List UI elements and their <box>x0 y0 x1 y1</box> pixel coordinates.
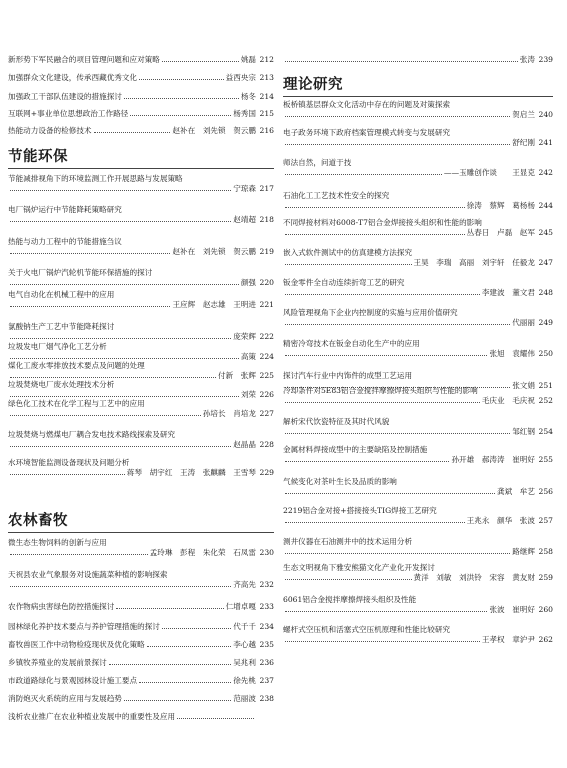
entry-title: 测井仪器在石油测井中的技术运用分析 <box>283 537 413 546</box>
divider <box>8 532 274 533</box>
entry-title: 电气自动化在机械工程中的应用 <box>8 290 115 299</box>
entry-title: 气候变化对茶叶生长及品质的影响 <box>283 477 397 486</box>
entry-title: 电厂锅炉运行中节能降耗策略研究 <box>8 205 122 214</box>
entry-title: 金属材料焊接成型中的主要缺陷及控制措施 <box>283 445 428 454</box>
entry-title: 垃圾发电厂烟气净化工艺分析 <box>8 342 107 351</box>
entry-page: 247 <box>538 258 553 267</box>
entry-title: 微生态生物饲料的创新与应用 <box>8 538 107 547</box>
entry-authors: 李建波 董文君 <box>481 288 535 297</box>
entry-title: 加强政工干部队伍建设的措施探讨 <box>8 92 122 101</box>
toc-entry[interactable] <box>8 174 274 194</box>
entry-page: 237 <box>259 676 274 685</box>
entry-page: 222 <box>259 332 274 341</box>
dot-leader <box>139 79 224 80</box>
entry-authors: 丛春日 卢磊 赵军 <box>466 228 535 237</box>
entry-page: 262 <box>538 635 553 644</box>
toc-entry[interactable] <box>283 417 553 437</box>
toc-entry[interactable] <box>283 308 553 328</box>
entry-title: 互联网+事业单位思想政治工作路径 <box>8 109 129 118</box>
entry-authors: 王应辉 赵志雄 王明进 <box>172 300 256 309</box>
toc-entry[interactable] <box>8 694 274 704</box>
dot-leader <box>10 253 170 254</box>
entry-title: 浅析农业推广在农业种植业发展中的重要性及应用 <box>8 712 176 721</box>
entry-page: 226 <box>259 390 274 399</box>
entry-authors: 张波 崔明好 <box>489 605 535 614</box>
toc-entry[interactable] <box>8 126 274 136</box>
section-heading: 理论研究 <box>283 77 343 93</box>
toc-entry[interactable] <box>8 676 274 686</box>
entry-title: 市政道路绿化与景观园林设计施工要点 <box>8 676 138 685</box>
dot-leader <box>285 174 442 175</box>
toc-entry[interactable] <box>8 458 274 478</box>
entry-authors: 代千千 <box>233 622 256 631</box>
dot-leader <box>10 415 201 416</box>
entry-authors: 赵晶晶 <box>233 440 256 449</box>
dot-leader <box>285 355 487 356</box>
entry-authors: 范丽波 <box>233 694 256 703</box>
dot-leader <box>285 234 465 235</box>
entry-title: 石油化工工艺技术性安全的探究 <box>283 191 390 200</box>
entry-page: 220 <box>259 278 274 287</box>
entry-title: 畜牧兽医工作中动物检疫现状及优化策略 <box>8 640 145 649</box>
dot-leader <box>94 132 171 133</box>
dot-leader <box>177 718 254 719</box>
dot-leader <box>10 284 239 285</box>
dot-leader <box>116 608 223 609</box>
entry-page: 241 <box>538 138 553 147</box>
toc-entry[interactable] <box>283 563 553 583</box>
dot-leader <box>285 579 412 580</box>
entry-title: 水环境智能监测设备现状及问题分析 <box>8 458 130 467</box>
toc-entry[interactable] <box>8 205 274 225</box>
entry-page: 260 <box>538 605 553 614</box>
entry-page: 238 <box>259 694 274 703</box>
entry-title: 钣金零件全自动连续折弯工艺的研究 <box>283 278 405 287</box>
dot-leader <box>10 358 239 359</box>
entry-page: 221 <box>259 300 274 309</box>
toc-entry[interactable] <box>8 538 274 558</box>
entry-title: 热能与动力工程中的节能措施刍议 <box>8 237 122 246</box>
toc-entry[interactable] <box>8 361 274 381</box>
entry-title: 天祝县农业气象服务对设施蔬菜种植的影响探索 <box>8 570 168 579</box>
dot-leader <box>10 377 216 378</box>
dot-leader <box>285 493 495 494</box>
toc-entry[interactable] <box>8 268 274 288</box>
entry-authors: 黄洋 刘敏 刘洪铃 宋容 黄友财 <box>413 573 535 582</box>
entry-page: 233 <box>259 602 274 611</box>
toc-entry[interactable] <box>283 477 553 497</box>
entry-page: 254 <box>538 427 553 436</box>
entry-authors: 赵补在 刘先锁 贺云鹏 <box>172 247 256 256</box>
dot-leader <box>285 116 510 117</box>
toc-entry[interactable] <box>8 237 274 257</box>
entry-title: 探讨汽车行业中内饰件的成型工艺运用 <box>283 371 413 380</box>
toc-entry[interactable] <box>8 55 274 65</box>
entry-page: 250 <box>538 349 553 358</box>
entry-authors: 杨秀国 <box>233 109 256 118</box>
entry-authors: 孙开雄 郝涛涛 崔明好 <box>451 455 535 464</box>
entry-page: 216 <box>259 126 274 135</box>
entry-page: 239 <box>538 55 553 64</box>
entry-page: 219 <box>259 247 274 256</box>
toc-entry[interactable] <box>283 506 553 526</box>
entry-title: 垃圾焚烧电厂废水处理技术分析 <box>8 380 115 389</box>
divider <box>8 168 274 169</box>
entry-title: 消防炮灭火系统的应用与发展趋势 <box>8 694 122 703</box>
entry-page: 234 <box>259 622 274 631</box>
dot-leader <box>285 324 510 325</box>
toc-entry[interactable] <box>8 109 274 119</box>
section-heading: 节能环保 <box>8 149 68 165</box>
entry-title: 风险管理视角下企业内控制度的实施与应用价值研究 <box>283 308 458 317</box>
entry-title: 电子政务环境下政府档案管理模式转变与发展研究 <box>283 128 451 137</box>
entry-page: 218 <box>259 215 274 224</box>
entry-title: 精密冷弯技术在钣金自动化生产中的应用 <box>283 339 420 348</box>
entry-page: 252 <box>538 396 553 405</box>
dot-leader <box>285 61 518 62</box>
entry-title: 新形势下军民融合的项目管理问题和应对策略 <box>8 55 160 64</box>
entry-authors: 高策 <box>240 352 256 361</box>
toc-entry[interactable] <box>8 602 274 612</box>
entry-authors: 蒋琴 胡宇红 王涛 张麒麟 王雪琴 <box>126 468 256 477</box>
dot-leader <box>124 98 239 99</box>
entry-authors: 邹红钢 <box>512 427 535 436</box>
entry-authors: 徐先桃 <box>233 676 256 685</box>
toc-entry[interactable] <box>283 55 553 65</box>
dot-leader <box>162 628 231 629</box>
dot-leader <box>10 474 125 475</box>
toc-entry[interactable] <box>8 640 274 650</box>
entry-authors: 代丽丽 <box>512 318 535 327</box>
entry-authors: 刘荣 <box>240 390 256 399</box>
toc-entry[interactable] <box>8 73 274 83</box>
entry-title: 煤化工废水零排放技术要点及问题的处理 <box>8 361 145 370</box>
dot-leader <box>285 522 465 523</box>
toc-entry[interactable] <box>8 399 274 419</box>
entry-authors: 李心越 <box>233 640 256 649</box>
entry-title: 节能减排视角下的环境监测工作开展思路与发展策略 <box>8 174 183 183</box>
toc-entry[interactable] <box>283 595 553 615</box>
entry-page: 217 <box>259 184 274 193</box>
dot-leader <box>10 221 231 222</box>
entry-authors: 赵补在 刘先锁 贺云鹏 <box>172 126 256 135</box>
entry-title: 不同焊接材料对6008-T7铝合金焊接接头组织和性能的影响 <box>283 218 482 227</box>
entry-page: 214 <box>259 92 274 101</box>
toc-entry[interactable] <box>283 191 553 211</box>
toc-entry[interactable] <box>283 128 553 148</box>
entry-authors: 毛庆业 毛庆祝 <box>481 396 535 405</box>
entry-authors: 仁增卓嘎 <box>225 602 256 611</box>
dot-leader <box>285 264 412 265</box>
entry-page: 236 <box>259 658 274 667</box>
entry-page: 224 <box>259 352 274 361</box>
dot-leader <box>285 294 480 295</box>
entry-authors: 庞荣辉 <box>233 332 256 341</box>
entry-page: 229 <box>259 468 274 477</box>
entry-authors: 龚斌 牟艺 <box>497 487 535 496</box>
entry-title: 生态文明视角下雅安熊猫文化产业化开发探讨 <box>283 563 435 572</box>
dot-leader <box>130 115 231 116</box>
entry-authors: 张涛 <box>519 55 535 64</box>
toc-entry[interactable] <box>283 537 553 557</box>
entry-title: 氯酸钠生产工艺中节能降耗探讨 <box>8 322 115 331</box>
entry-page: 230 <box>259 548 274 557</box>
toc-entry[interactable] <box>8 622 274 632</box>
entry-page: 257 <box>538 516 553 525</box>
entry-page: 248 <box>538 288 553 297</box>
entry-title: 关于火电厂锅炉汽轮机节能环保措施的探讨 <box>8 268 153 277</box>
entry-title: 嵌入式软件测试中的仿真建模方法探究 <box>283 248 413 257</box>
dot-leader <box>285 553 510 554</box>
dot-leader <box>285 144 510 145</box>
entry-page: 245 <box>538 228 553 237</box>
dot-leader <box>285 641 480 642</box>
entry-title: 热能动力设备的检修技术 <box>8 126 92 135</box>
dot-leader <box>285 611 487 612</box>
entry-authors: 路继辉 <box>512 547 535 556</box>
entry-title: 螺杆式空压机和活塞式空压机原理和性能比较研究 <box>283 625 451 634</box>
toc-entry[interactable] <box>283 248 553 268</box>
entry-page: 244 <box>538 201 553 210</box>
section-heading: 农林畜牧 <box>8 513 68 529</box>
entry-title: 农作物病虫害绿色防控措施探讨 <box>8 602 115 611</box>
entry-title: 2219铝合金对接+搭接接头TIG焊接工艺研究 <box>283 506 437 515</box>
toc-entry[interactable] <box>8 380 274 400</box>
toc-entry[interactable] <box>283 339 553 359</box>
dot-leader <box>285 433 510 434</box>
entry-authors: 颜强 <box>240 278 256 287</box>
dot-leader <box>285 461 449 462</box>
entry-title: 垃圾焚烧与燃煤电厂耦合发电技术路线探索及研究 <box>8 430 176 439</box>
entry-page: 258 <box>538 547 553 556</box>
toc-entry[interactable] <box>8 570 274 590</box>
entry-authors: 齐高先 <box>233 580 256 589</box>
entry-title: 6061铝合金搅拌摩擦焊接头组织及性能 <box>283 595 417 604</box>
toc-entry[interactable] <box>8 290 274 310</box>
entry-authors: ——玉雕创作谈 王显克 <box>443 168 535 177</box>
entry-page: 232 <box>259 580 274 589</box>
toc-entry[interactable] <box>283 278 553 298</box>
entry-authors: 王昊 李瑞 高丽 刘宇轩 任毅龙 <box>413 258 535 267</box>
dot-leader <box>285 207 465 208</box>
toc-entry[interactable] <box>8 342 274 362</box>
entry-page: 227 <box>259 409 274 418</box>
dot-leader <box>147 646 232 647</box>
entry-authors: 孙培长 肖培龙 <box>202 409 256 418</box>
entry-page: 228 <box>259 440 274 449</box>
dot-leader <box>124 700 231 701</box>
entry-page: 251 <box>538 381 553 390</box>
entry-authors: 宁琼森 <box>233 184 256 193</box>
toc-entry[interactable] <box>8 658 274 668</box>
entry-page: 255 <box>538 455 553 464</box>
dot-leader <box>10 190 231 191</box>
dot-leader <box>10 586 231 587</box>
entry-page: 242 <box>538 168 553 177</box>
entry-authors: 王孝权 章沪尹 <box>481 635 535 644</box>
entry-page: 249 <box>538 318 553 327</box>
entry-title: 师法自然，问道于技 <box>283 158 352 167</box>
dot-leader <box>10 338 231 339</box>
entry-authors: 杨冬 <box>240 92 256 101</box>
entry-title: 板桥镇基层群众文化活动中存在的问题及对策探索 <box>283 100 451 109</box>
entry-authors: 张文娟 <box>512 381 535 390</box>
entry-authors: 姚磊 <box>240 55 256 64</box>
entry-page: 235 <box>259 640 274 649</box>
entry-authors: 贺启兰 <box>512 110 535 119</box>
entry-authors: 益西央宗 <box>225 73 256 82</box>
toc-entry[interactable] <box>283 100 553 120</box>
entry-authors: 付新 张辉 <box>218 371 256 380</box>
divider <box>283 96 553 97</box>
toc-entry[interactable] <box>283 625 553 645</box>
toc-entry[interactable] <box>8 92 274 102</box>
toc-entry[interactable] <box>283 218 553 238</box>
toc-entry[interactable] <box>8 322 274 342</box>
entry-page: 259 <box>538 573 553 582</box>
dot-leader <box>10 554 148 555</box>
entry-authors: 徐涛 蔡辉 葛杨杨 <box>466 201 535 210</box>
toc-entry[interactable] <box>8 712 274 722</box>
entry-title: 加强群众文化建设，传承西藏优秀文化 <box>8 73 138 82</box>
dot-leader <box>10 446 231 447</box>
entry-page: 215 <box>259 109 274 118</box>
dot-leader <box>285 402 480 403</box>
toc-entry[interactable] <box>283 445 553 465</box>
toc-entry[interactable] <box>8 430 274 450</box>
entry-page: 212 <box>259 55 274 64</box>
dot-leader <box>10 306 170 307</box>
entry-authors: 赵靖超 <box>233 215 256 224</box>
dot-leader <box>109 664 232 665</box>
entry-title: 园林绿化养护技术要点与养护管理措施的探讨 <box>8 622 160 631</box>
entry-title: 解析宋代饮瓷特征及其时代风貌 <box>283 417 390 426</box>
entry-title: 冷却条件对5E83铝合金搅拌摩擦焊接头组织与性能的影响 <box>283 386 478 395</box>
entry-page: 225 <box>259 371 274 380</box>
entry-authors: 舒纪刚 <box>512 138 535 147</box>
toc-entry[interactable] <box>283 158 553 178</box>
entry-page: 240 <box>538 110 553 119</box>
entry-title: 乡镇牧养殖业的发展前景探讨 <box>8 658 107 667</box>
entry-authors: 吴兆利 <box>233 658 256 667</box>
dot-leader <box>10 396 239 397</box>
dot-leader <box>139 682 231 683</box>
entry-authors: 王兆永 颜华 张波 <box>466 516 535 525</box>
entry-page: 213 <box>259 73 274 82</box>
entry-page: 256 <box>538 487 553 496</box>
toc-entry[interactable] <box>283 386 553 406</box>
dot-leader <box>162 61 239 62</box>
entry-authors: 张旭 袁耀伟 <box>489 349 535 358</box>
entry-title: 绿色化工技术在化学工程与工艺中的应用 <box>8 399 145 408</box>
entry-authors: 孟玲琳 彭程 朱化荣 石凤雷 <box>149 548 256 557</box>
